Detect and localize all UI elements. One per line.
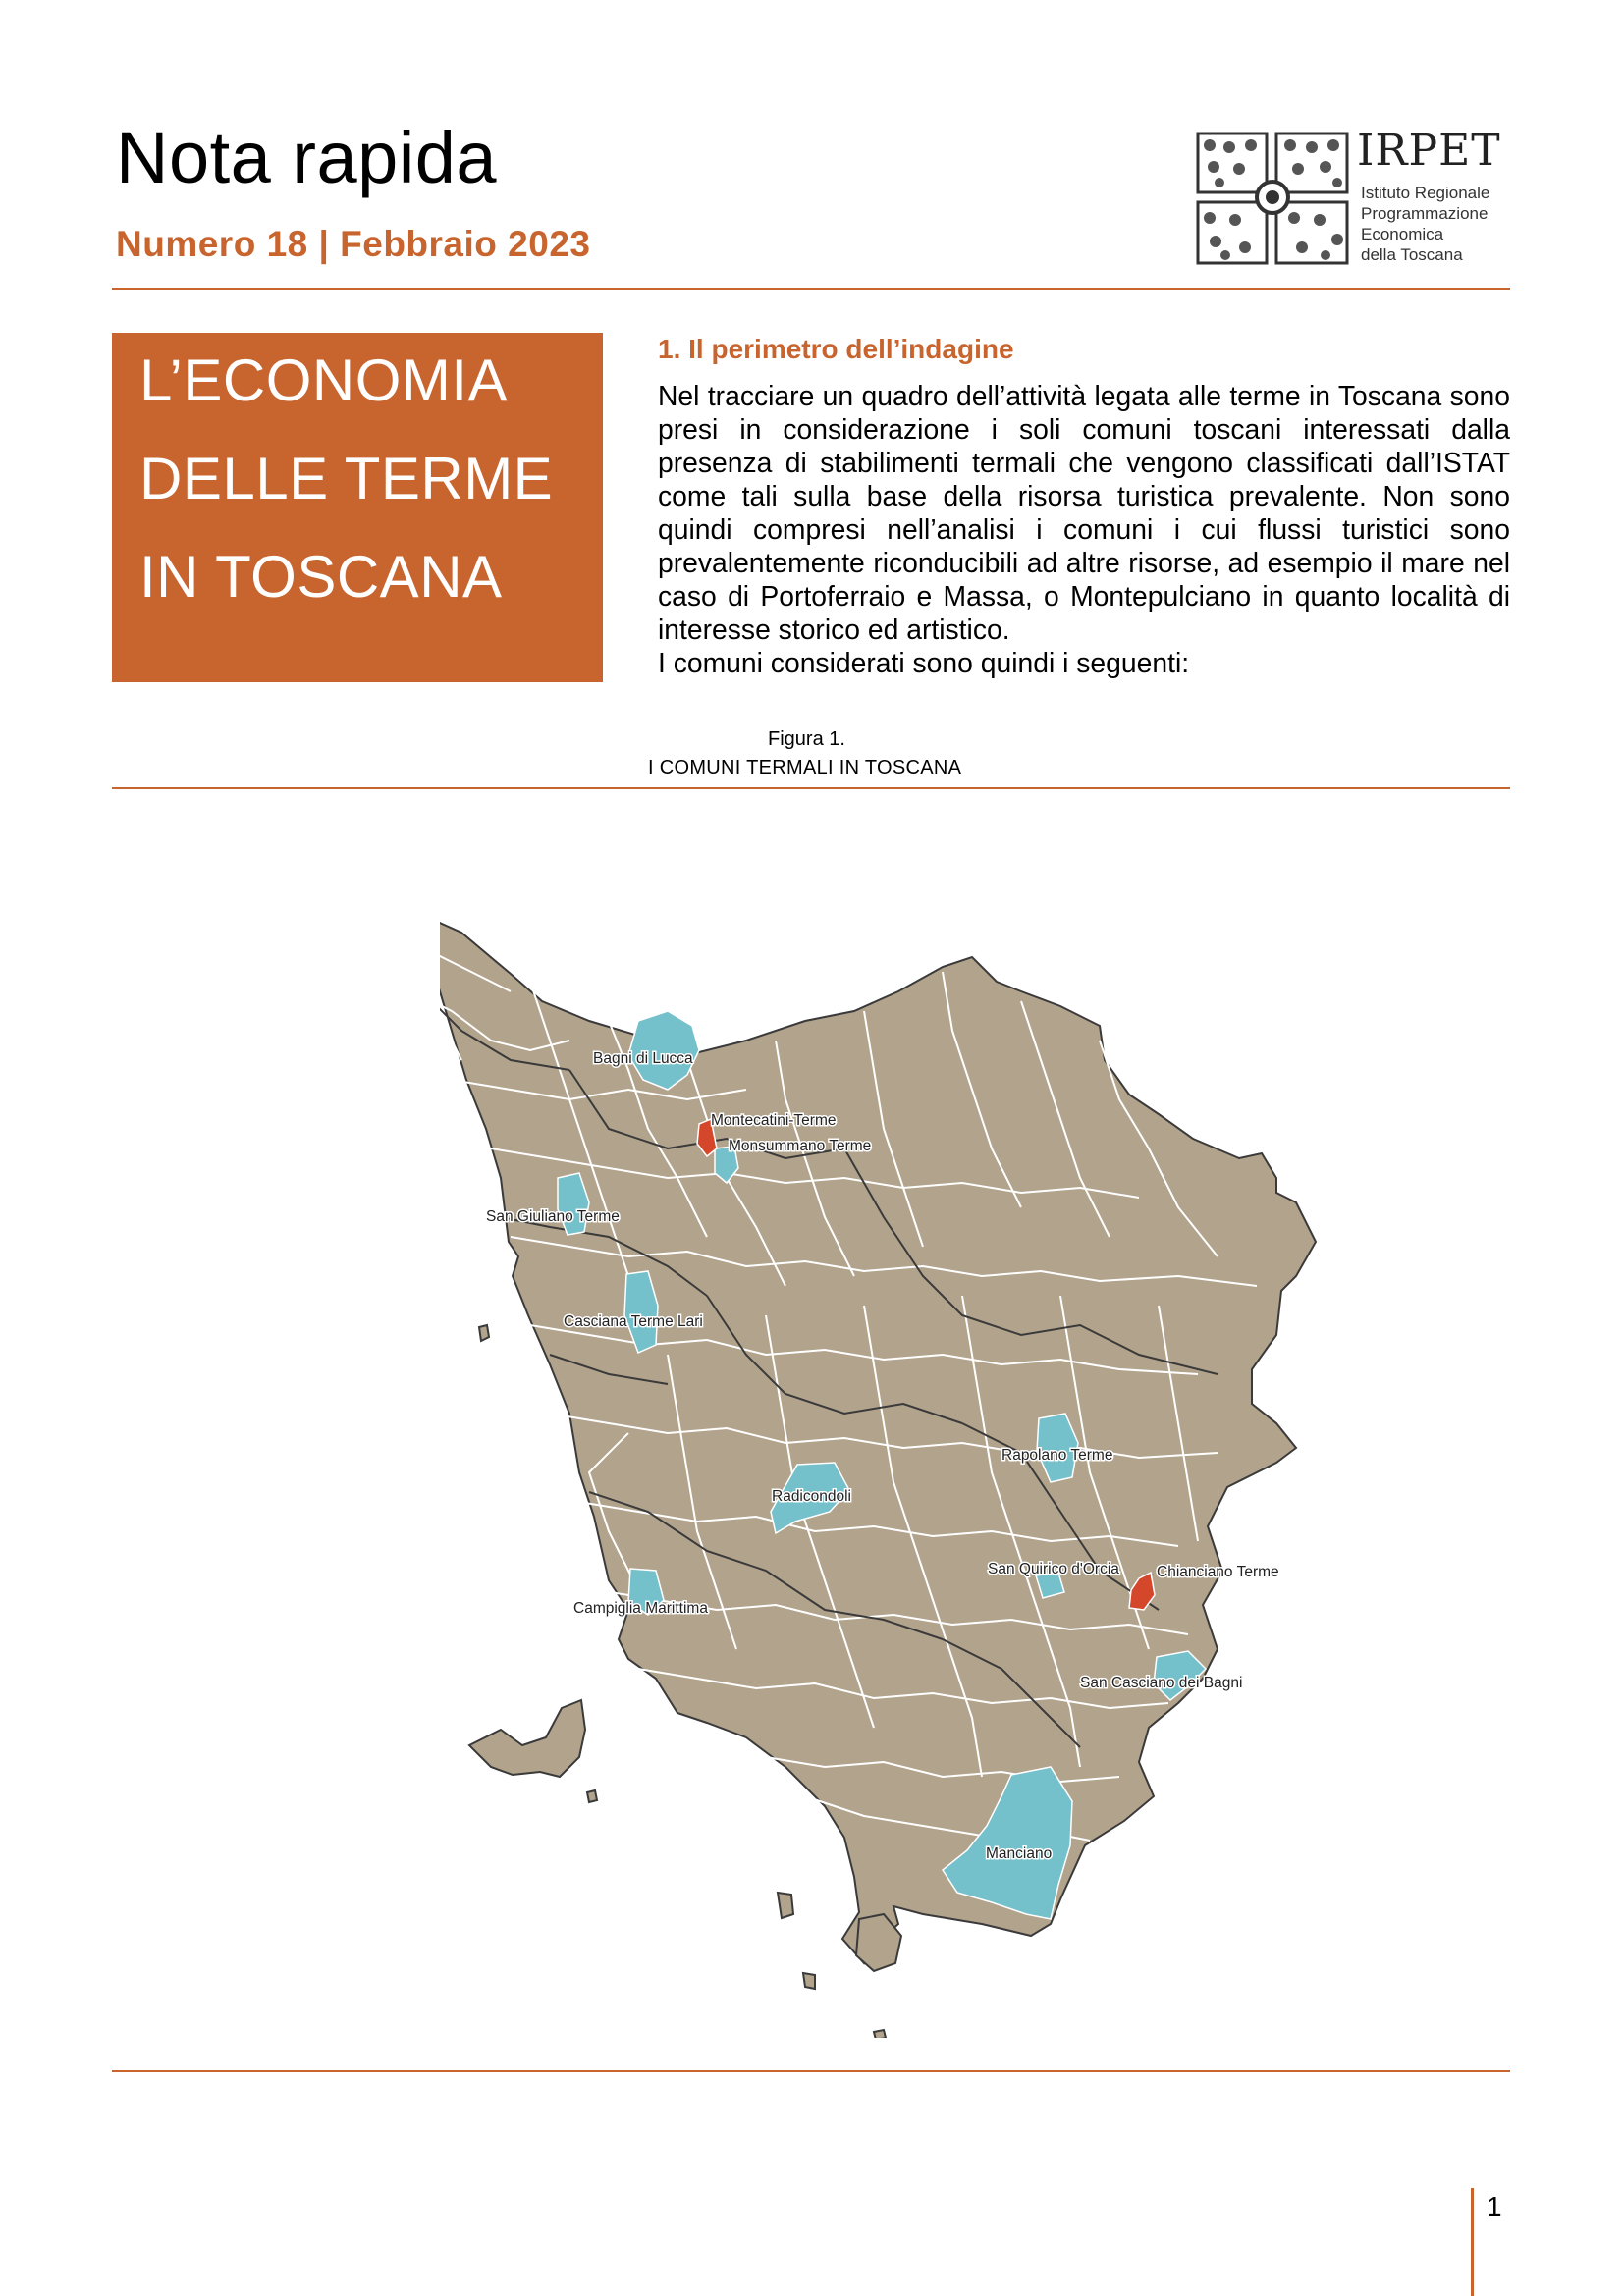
map-label: Campiglia Marittima <box>573 1600 708 1617</box>
figure-bottom-divider <box>112 2070 1510 2072</box>
title-box-line: IN TOSCANA <box>139 544 503 610</box>
giannutri-shape <box>874 2030 886 2038</box>
section-heading: 1. Il perimetro dell’indagine <box>658 334 1014 364</box>
body-paragraph: Nel tracciare un quadro dell’attività legata alle terme in Toscana sono presi in considerazione i soli comuni toscani interessati dalla presenza di stabilimenti termali che vengono classificati dall’ISTAT come tali sulla base della risorsa turistica prevalente. Non sono quindi compresi nell’analisi i comuni i cui flussi turistici sono prevalentemente riconducibili ad altre risorse, ad esempio il mare nel caso di Portoferraio e Massa, o Montepulciano in quanto località di interesse storico ed artistico. <box>658 380 1510 645</box>
logo-subtitle-line: Istituto Regionale <box>1361 184 1490 202</box>
elba-shape <box>469 1700 585 1777</box>
title-box <box>112 333 603 682</box>
title-box-line: DELLE TERME <box>139 446 554 511</box>
page-number-bar <box>1471 2188 1474 2296</box>
logo-subtitle-line: Economica <box>1361 225 1444 243</box>
logo-mark-icon <box>1196 132 1349 265</box>
figure-top-divider <box>112 787 1510 789</box>
logo-subtitle-line: Programmazione <box>1361 204 1489 223</box>
issue-line: Numero 18 | Febbraio 2023 <box>116 224 591 264</box>
mainland-shape <box>440 827 1316 1963</box>
pianosa-shape <box>587 1790 597 1802</box>
montecristo-shape <box>778 1893 793 1918</box>
title-box-line: L’ECONOMIA <box>139 347 509 413</box>
page-number: 1 <box>1487 2191 1502 2221</box>
giglio-shape <box>803 1973 815 1989</box>
map-label: Bagni di Lucca <box>593 1050 693 1067</box>
header-divider <box>112 288 1510 290</box>
logo-subtitle-line: della Toscana <box>1361 245 1463 264</box>
irpet-logo <box>1196 126 1510 265</box>
map-label: San Giuliano Terme <box>486 1208 620 1225</box>
map-label: Rapolano Terme <box>1001 1447 1113 1464</box>
section-body <box>658 379 1510 679</box>
map-label: Radicondoli <box>772 1488 851 1505</box>
logo-name: IRPET <box>1357 126 1501 176</box>
map-land <box>440 827 1316 2038</box>
document-title: Nota rapida <box>116 117 498 198</box>
map-label: Chianciano Terme <box>1157 1564 1279 1580</box>
tuscany-map <box>440 813 1324 2038</box>
map-label: Casciana Terme Lari <box>564 1313 703 1330</box>
map-label: Manciano <box>986 1845 1053 1862</box>
map-label: Monsummano Terme <box>729 1138 872 1154</box>
figure-number: Figura 1. <box>768 728 845 750</box>
map-label: San Casciano dei Bagni <box>1080 1675 1243 1691</box>
map-label: Montecatini-Terme <box>711 1112 837 1129</box>
logo-subtitle <box>1361 183 1489 265</box>
capraia-shape <box>479 1325 489 1341</box>
figure-title: I COMUNI TERMALI IN TOSCANA <box>648 757 962 778</box>
map-label: San Quirico d'Orcia <box>988 1561 1119 1577</box>
body-closing: I comuni considerati sono quindi i seguenti: <box>658 647 1190 678</box>
